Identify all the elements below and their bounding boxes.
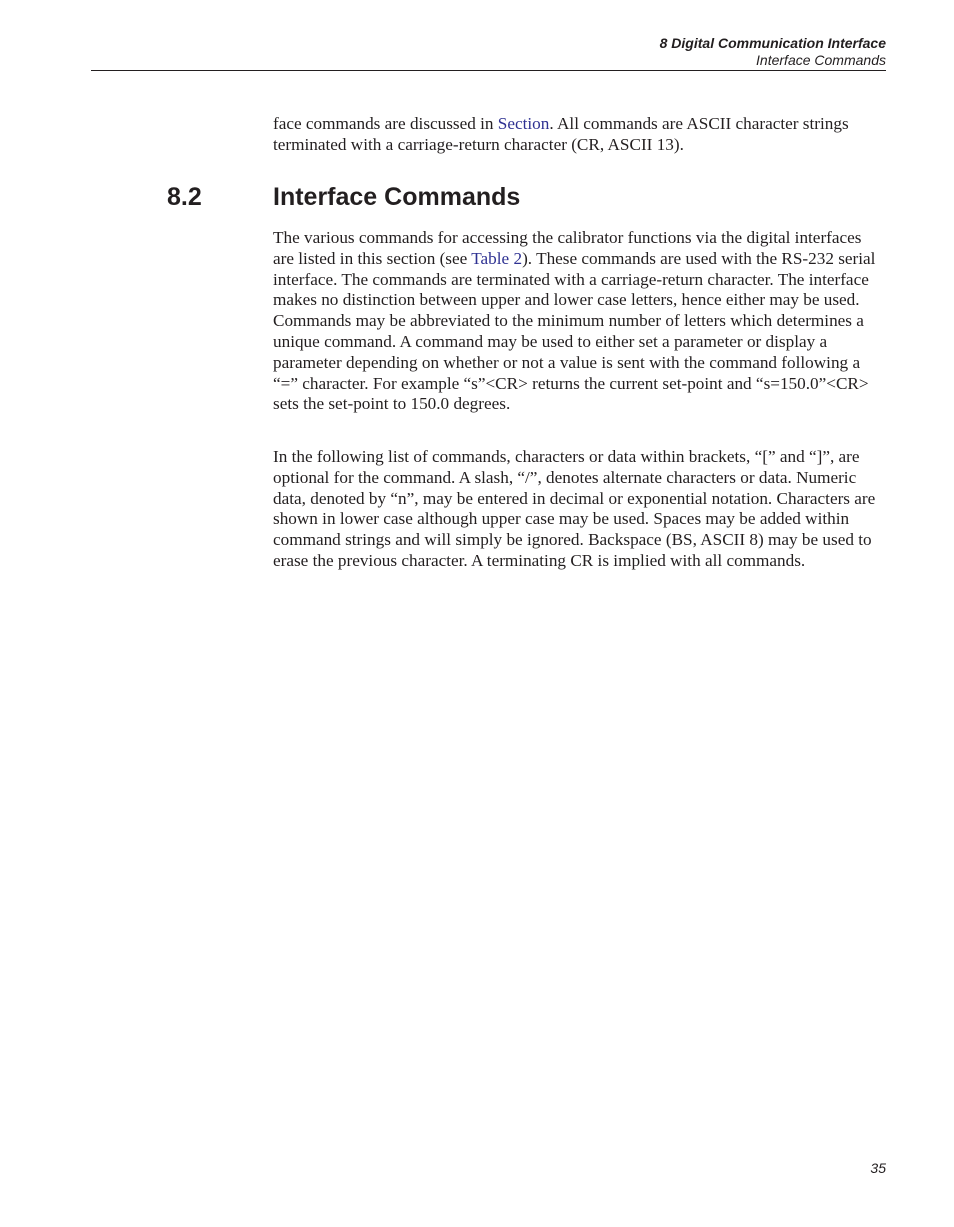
- page-number: 35: [870, 1160, 886, 1176]
- paragraph-1-text-end: ). These commands are used with the RS-232 serial interface. The commands are terminated with a carriage-return character. The interface makes no distinction between upper and lower case letters, hence either may be used. Commands may be abbreviated to the minimum number of letters which determines a unique command. A command may be used to either set a parameter or display a parameter depending on whether or not a value is sent with the command following a “=” character. For example “s”<CR> returns the current set-point and “s=150.0”<CR> sets the set-point to 150.0 degrees.: [273, 248, 876, 414]
- section-number: 8.2: [167, 183, 202, 211]
- header-section-title: Interface Commands: [756, 52, 886, 68]
- paragraph-1-text-start: The various commands for accessing the calibrator functions via the digital interfaces are listed in this section (see: [273, 228, 862, 268]
- header-rule: [91, 70, 886, 71]
- running-header: [660, 35, 886, 69]
- intro-text-start: face commands are discussed in: [273, 114, 498, 133]
- paragraph-2-text: In the following list of commands, characters or data within brackets, “[” and “]”, are optional for the command. A slash, “/”, denotes alternate characters or data. Numeric data, denoted by “n”, may be entered in decimal or exponential notation. Characters are shown in lower case although upper case may be used. Spaces may be added within command strings and will simply be ignored. Backspace (BS, ASCII 8) may be used to erase the previous character. A terminating CR is implied with all commands.: [273, 447, 876, 570]
- section-title: Interface Commands: [273, 183, 521, 211]
- intro-text-end: . All commands are ASCII character strings terminated with a carriage-return character (CR, ASCII 13).: [273, 114, 849, 154]
- header-chapter-title: 8 Digital Communication Interface: [659, 35, 886, 51]
- paragraph-1: [273, 228, 885, 415]
- table-2-link[interactable]: Table 2: [471, 248, 523, 268]
- intro-paragraph: [273, 114, 885, 156]
- section-link[interactable]: Section: [497, 114, 550, 133]
- paragraph-2: [273, 447, 885, 572]
